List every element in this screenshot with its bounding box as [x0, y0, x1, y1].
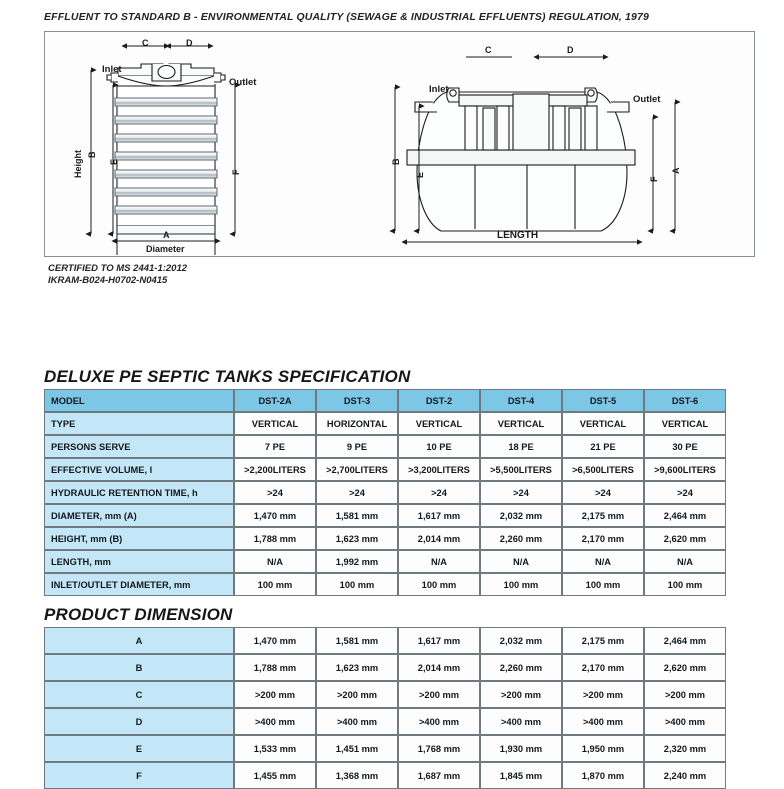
table-row	[44, 627, 726, 654]
dimension-cell: 1,768 mm	[398, 735, 480, 762]
table-row	[44, 573, 726, 596]
dimension-row-label: E	[44, 735, 234, 762]
dimension-cell: 1,950 mm	[562, 735, 644, 762]
table-row	[44, 708, 726, 735]
spec-cell: >24	[562, 481, 644, 504]
dimension-cell: 2,014 mm	[398, 654, 480, 681]
dimension-cell: 2,032 mm	[480, 627, 562, 654]
spec-header-model: MODEL	[44, 389, 234, 412]
dimension-cell: 1,617 mm	[398, 627, 480, 654]
spec-cell: >9,600LITERS	[644, 458, 726, 481]
spec-cell: N/A	[234, 550, 316, 573]
spec-cell: VERTICAL	[480, 412, 562, 435]
dimension-cell: >400 mm	[644, 708, 726, 735]
dimension-cell: >200 mm	[644, 681, 726, 708]
dimension-cell: 1,455 mm	[234, 762, 316, 789]
vtank-dim-f-label: F	[231, 169, 241, 175]
dimension-cell: 1,581 mm	[316, 627, 398, 654]
spec-header-dst-2: DST-2	[398, 389, 480, 412]
dimension-cell: >200 mm	[398, 681, 480, 708]
dimension-cell: 1,687 mm	[398, 762, 480, 789]
spec-header-dst-4: DST-4	[480, 389, 562, 412]
spec-cell: 2,464 mm	[644, 504, 726, 527]
spec-cell: 2,032 mm	[480, 504, 562, 527]
spec-section-title: DELUXE PE SEPTIC TANKS SPECIFICATION	[44, 367, 411, 386]
spec-row-label: INLET/OUTLET DIAMETER, mm	[44, 573, 234, 596]
certification-block	[48, 263, 187, 287]
spec-cell: 2,175 mm	[562, 504, 644, 527]
dimension-row-label: D	[44, 708, 234, 735]
spec-cell: VERTICAL	[562, 412, 644, 435]
spec-cell: >2,200LITERS	[234, 458, 316, 481]
spec-cell: 18 PE	[480, 435, 562, 458]
dimension-cell: 2,170 mm	[562, 654, 644, 681]
spec-cell: >24	[316, 481, 398, 504]
vtank-height-label: Height	[73, 150, 83, 178]
dimension-cell: 1,930 mm	[480, 735, 562, 762]
dimension-cell: 2,320 mm	[644, 735, 726, 762]
tank-diagram-panel	[44, 31, 755, 257]
spec-cell: 7 PE	[234, 435, 316, 458]
spec-row-label: PERSONS SERVE	[44, 435, 234, 458]
spec-row-label: DIAMETER, mm (A)	[44, 504, 234, 527]
spec-header-dst-2a: DST-2A	[234, 389, 316, 412]
dimension-cell: 1,470 mm	[234, 627, 316, 654]
dimension-cell: 2,620 mm	[644, 654, 726, 681]
dimension-cell: 1,788 mm	[234, 654, 316, 681]
spec-cell: 10 PE	[398, 435, 480, 458]
spec-cell: 100 mm	[480, 573, 562, 596]
dimension-cell: >200 mm	[480, 681, 562, 708]
dimension-cell: 1,623 mm	[316, 654, 398, 681]
spec-cell: 1,617 mm	[398, 504, 480, 527]
spec-cell: >24	[398, 481, 480, 504]
dimension-cell: >200 mm	[316, 681, 398, 708]
dimension-cell: 1,870 mm	[562, 762, 644, 789]
spec-cell: 100 mm	[398, 573, 480, 596]
vtank-dim-d-label: D	[186, 38, 193, 48]
spec-cell: N/A	[398, 550, 480, 573]
dimension-cell: 2,260 mm	[480, 654, 562, 681]
htank-inlet-label: Inlet	[429, 84, 449, 95]
spec-cell: 1,581 mm	[316, 504, 398, 527]
spec-row-label: HYDRAULIC RETENTION TIME, h	[44, 481, 234, 504]
vtank-inlet-label: Inlet	[102, 64, 122, 75]
dimension-cell: 1,451 mm	[316, 735, 398, 762]
vtank-dim-b-label: B	[87, 151, 97, 158]
spec-table	[44, 389, 726, 596]
dimension-cell: >200 mm	[234, 681, 316, 708]
spec-cell: 1,992 mm	[316, 550, 398, 573]
vtank-dim-a-label: A	[163, 230, 170, 240]
dimension-cell: 1,533 mm	[234, 735, 316, 762]
dimension-cell: 1,368 mm	[316, 762, 398, 789]
table-row	[44, 412, 726, 435]
table-row	[44, 654, 726, 681]
htank-outlet-label: Outlet	[633, 94, 661, 105]
dimension-cell: >400 mm	[480, 708, 562, 735]
spec-cell: 100 mm	[644, 573, 726, 596]
htank-dim-f-label: F	[649, 176, 659, 182]
spec-cell: 9 PE	[316, 435, 398, 458]
spec-cell: 2,260 mm	[480, 527, 562, 550]
dimension-row-label: B	[44, 654, 234, 681]
vtank-dim-e-label: E	[109, 158, 119, 165]
spec-cell: N/A	[562, 550, 644, 573]
spec-cell: HORIZONTAL	[316, 412, 398, 435]
spec-cell: 1,623 mm	[316, 527, 398, 550]
dimension-row-label: F	[44, 762, 234, 789]
spec-header-dst-5: DST-5	[562, 389, 644, 412]
spec-cell: 30 PE	[644, 435, 726, 458]
certification-reference: IKRAM-B024-H0702-N0415	[48, 275, 168, 286]
spec-row-label: TYPE	[44, 412, 234, 435]
spec-cell: 1,788 mm	[234, 527, 316, 550]
vtank-outlet-label: Outlet	[229, 77, 257, 88]
spec-cell: >24	[480, 481, 562, 504]
effluent-standard-note: EFFLUENT TO STANDARD B - ENVIRONMENTAL QUALITY (SEWAGE & INDUSTRIAL EFFLUENTS) REGULATION, 1979	[44, 11, 649, 23]
spec-cell: >2,700LITERS	[316, 458, 398, 481]
table-row	[44, 458, 726, 481]
spec-cell: 2,170 mm	[562, 527, 644, 550]
dimension-cell: >400 mm	[398, 708, 480, 735]
dimension-section-title: PRODUCT DIMENSION	[44, 605, 233, 624]
spec-cell: N/A	[644, 550, 726, 573]
dimension-row-label: C	[44, 681, 234, 708]
dimension-cell: 2,240 mm	[644, 762, 726, 789]
htank-dim-e-label: E	[415, 171, 425, 178]
spec-cell: >5,500LITERS	[480, 458, 562, 481]
dimension-row-label: A	[44, 627, 234, 654]
spec-cell: N/A	[480, 550, 562, 573]
table-row	[44, 550, 726, 573]
spec-cell: 2,620 mm	[644, 527, 726, 550]
dimension-cell: >200 mm	[562, 681, 644, 708]
table-row	[44, 735, 726, 762]
table-row	[44, 762, 726, 789]
dimension-cell: 1,845 mm	[480, 762, 562, 789]
spec-cell: >3,200LITERS	[398, 458, 480, 481]
table-row	[44, 481, 726, 504]
spec-header-dst-6: DST-6	[644, 389, 726, 412]
spec-cell: >24	[234, 481, 316, 504]
spec-cell: 100 mm	[316, 573, 398, 596]
spec-cell: 2,014 mm	[398, 527, 480, 550]
htank-dim-d-label: D	[567, 45, 574, 55]
dimension-cell: >400 mm	[562, 708, 644, 735]
htank-dim-b-label: B	[391, 158, 401, 165]
dimension-cell: 2,175 mm	[562, 627, 644, 654]
spec-cell: 1,470 mm	[234, 504, 316, 527]
spec-cell: 21 PE	[562, 435, 644, 458]
vtank-diameter-label: Diameter	[146, 244, 185, 254]
dimension-cell: 2,464 mm	[644, 627, 726, 654]
spec-cell: VERTICAL	[234, 412, 316, 435]
htank-dim-c-label: C	[485, 45, 492, 55]
spec-cell: 100 mm	[234, 573, 316, 596]
spec-row-label: EFFECTIVE VOLUME, l	[44, 458, 234, 481]
spec-header-dst-3: DST-3	[316, 389, 398, 412]
spec-cell: >6,500LITERS	[562, 458, 644, 481]
htank-dim-a-label: A	[671, 167, 681, 174]
spec-cell: >24	[644, 481, 726, 504]
spec-cell: VERTICAL	[644, 412, 726, 435]
table-row	[44, 681, 726, 708]
table-row	[44, 435, 726, 458]
spec-row-label: LENGTH, mm	[44, 550, 234, 573]
tank-technical-drawing	[45, 32, 754, 255]
table-row	[44, 527, 726, 550]
certification-standard: CERTIFIED TO MS 2441-1:2012	[48, 263, 188, 274]
spec-cell: 100 mm	[562, 573, 644, 596]
spec-cell: VERTICAL	[398, 412, 480, 435]
table-row	[44, 504, 726, 527]
dimension-cell: >400 mm	[316, 708, 398, 735]
dimension-cell: >400 mm	[234, 708, 316, 735]
spec-row-label: HEIGHT, mm (B)	[44, 527, 234, 550]
spec-table-header-row	[44, 389, 726, 412]
htank-length-label: LENGTH	[497, 230, 539, 241]
vtank-dim-c-label: C	[142, 38, 149, 48]
product-dimension-table	[44, 627, 726, 789]
